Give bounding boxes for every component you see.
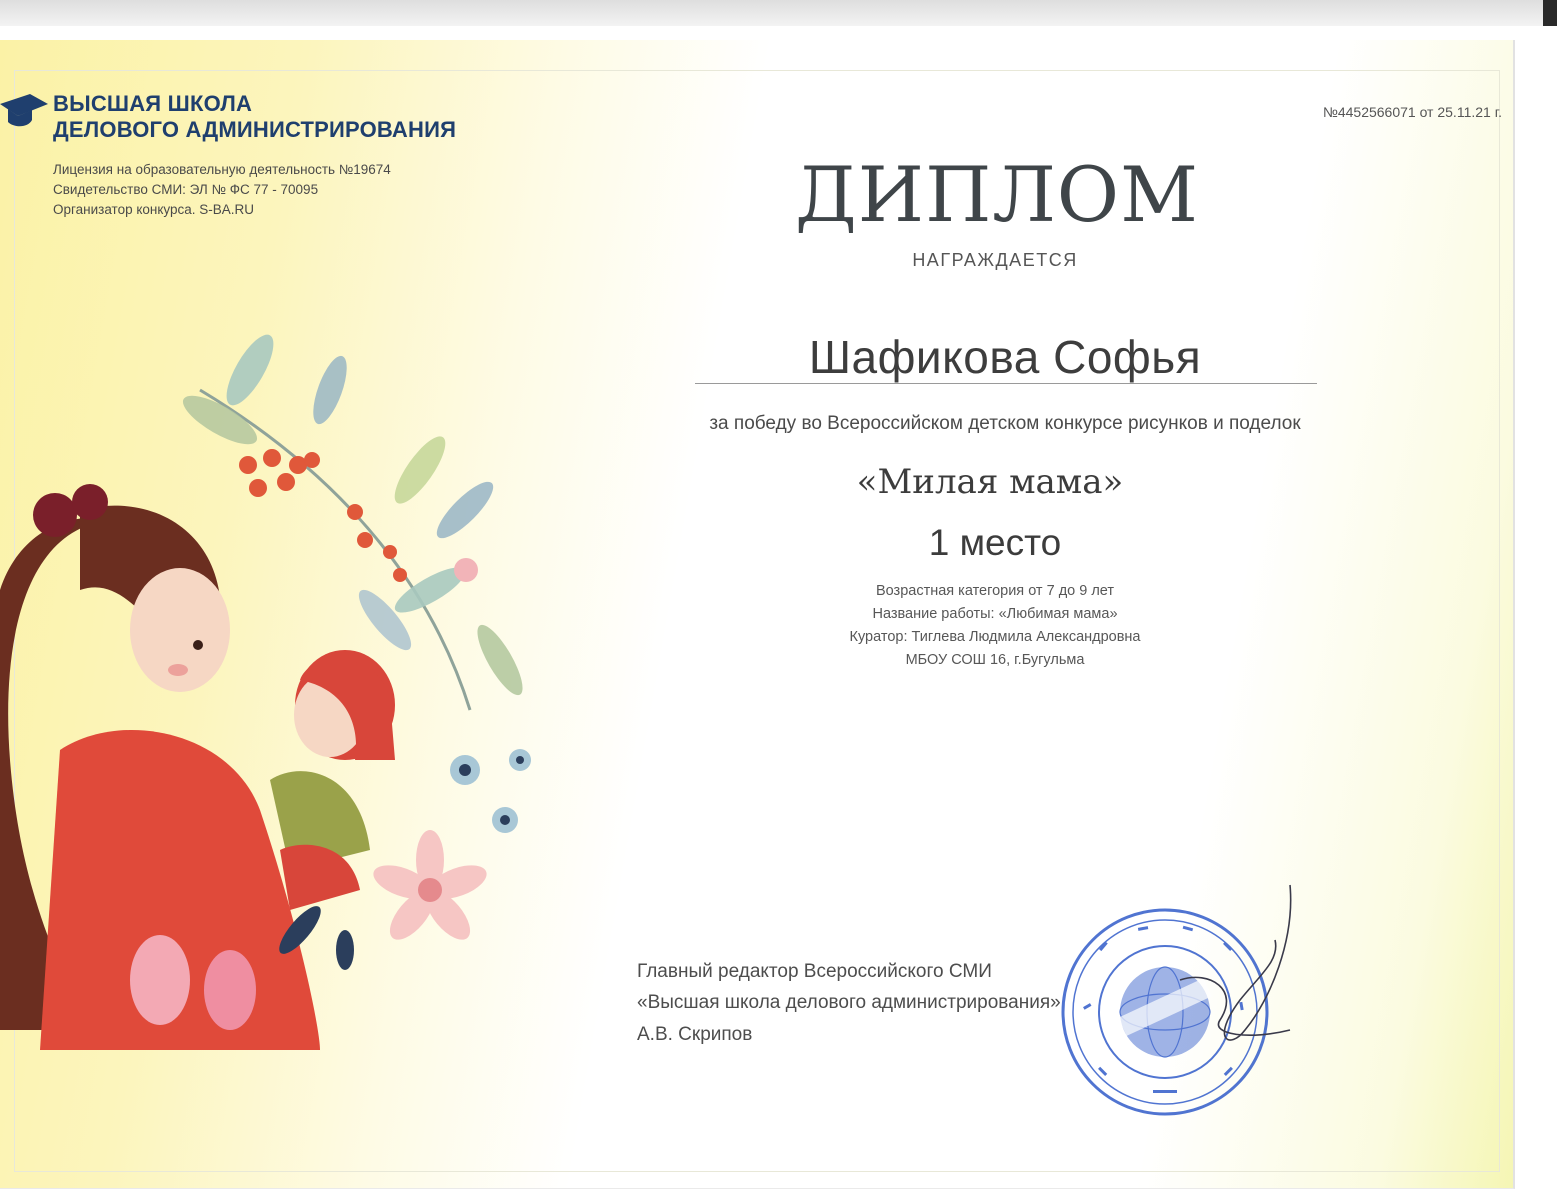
- organizer-text: Организатор конкурса. S-BA.RU: [53, 202, 255, 217]
- diploma-title: ДИПЛОМ: [795, 150, 1199, 239]
- award-details: [745, 580, 1245, 672]
- organization-details: [53, 160, 391, 220]
- recipient-name: Шафикова Софья: [808, 331, 1202, 383]
- award-reason: за победу во Всероссийском детском конкурсе рисунков и поделок: [709, 413, 1301, 434]
- work-title: Название работы: «Любимая мама»: [872, 606, 1118, 622]
- document-number: №4452566071 от 25.11.21 г.: [1322, 104, 1502, 120]
- signatory-position-line2: «Высшая школа делового администрирования»: [637, 992, 1061, 1013]
- recipient-underline: [695, 383, 1317, 384]
- scan-edge-corner: [1543, 0, 1557, 26]
- place-result: 1 место: [928, 522, 1062, 563]
- signature: [1150, 880, 1310, 1070]
- awarded-label: НАГРАЖДАЕТСЯ: [912, 250, 1078, 270]
- mother-child-illustration: [0, 330, 560, 1050]
- age-category: Возрастная категория от 7 до 9 лет: [875, 583, 1115, 599]
- organization-name-line2: ДЕЛОВОГО АДМИНИСТРИРОВАНИЯ: [53, 117, 457, 142]
- signatory-position-line1: Главный редактор Всероссийского СМИ: [637, 961, 992, 982]
- organization-name: [53, 91, 456, 143]
- organization-name-line1: ВЫСШАЯ ШКОЛА: [53, 91, 253, 116]
- media-certificate-text: Свидетельство СМИ: ЭЛ № ФС 77 - 70095: [53, 182, 319, 197]
- graduation-cap-icon: [0, 90, 48, 138]
- curator: Куратор: Тиглева Людмила Александровна: [849, 629, 1141, 645]
- scan-edge-top: [0, 0, 1557, 26]
- license-text: Лицензия на образовательную деятельность №19674: [53, 162, 391, 177]
- contest-name: «Милая мама»: [856, 462, 1124, 502]
- signatory-name: А.В. Скрипов: [637, 1024, 753, 1045]
- school: МБОУ СОШ 16, г.Бугульма: [905, 652, 1085, 668]
- signatory-position: [637, 956, 1061, 1018]
